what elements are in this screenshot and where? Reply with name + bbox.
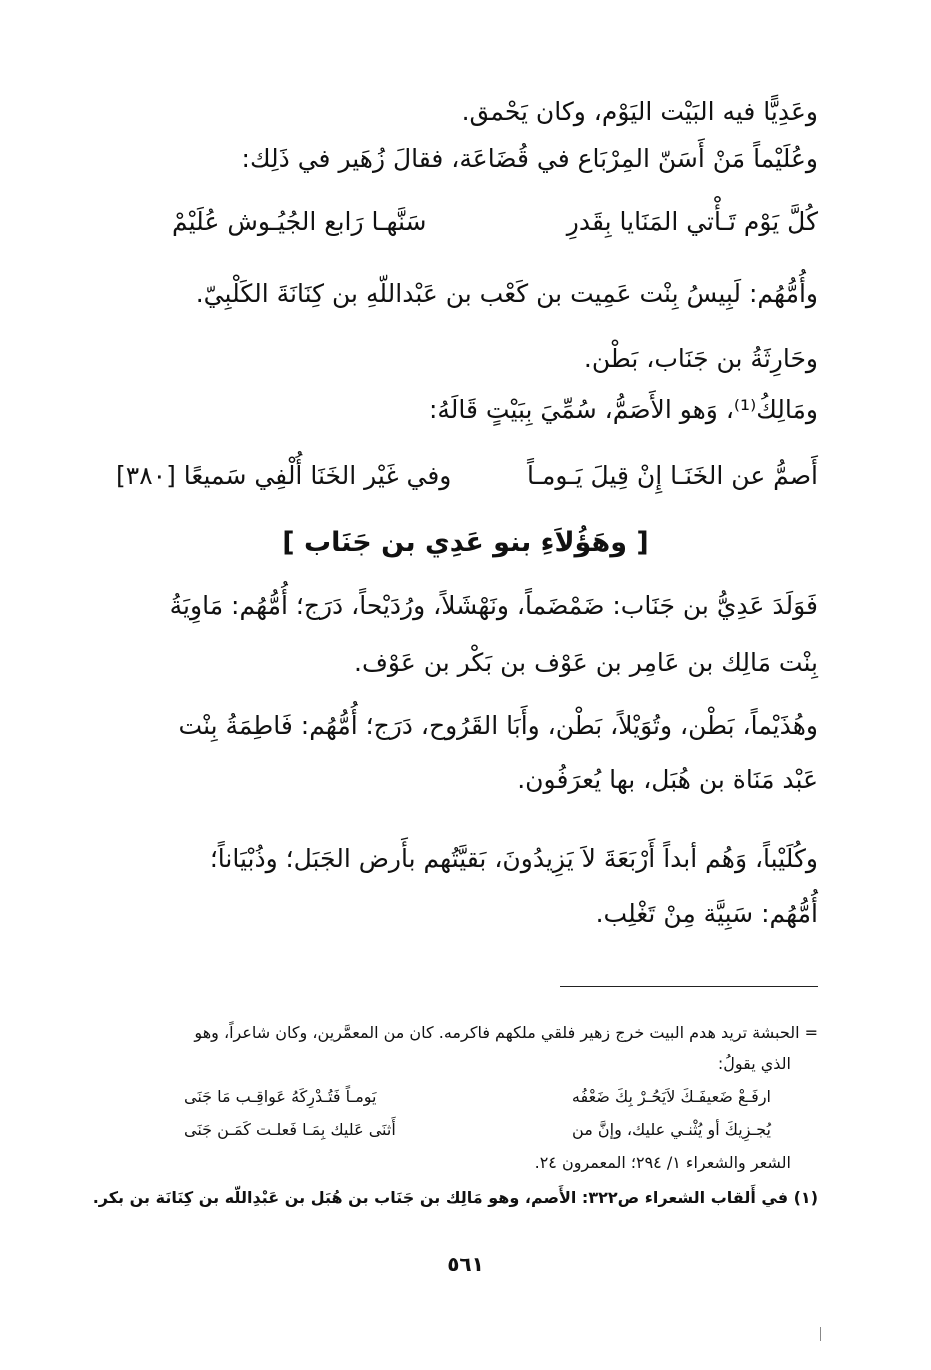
footnote-line: الذي يقولُ: [717,1054,791,1073]
footnote-line: = الحبشة تريد هدم البيت خرج زهير فلقي ملكهم فاكرمه. كان من المعمَّرين، وكان شاعراً، وهو [194,1023,818,1042]
section-heading: [ وهَؤُلاَءِ بنو عَدِي بن جَنَاب ] [282,527,649,558]
footnote-line: (١) في أَلقاب الشعراء ص٣٢٢: الأَصم، وهو مَالِك بن جَنَاب بن هُبَل بن عَبْدِاللّه بن كِنَانَة بن بكر. [92,1188,818,1207]
text-line: وعُلَيْماً مَنْ أَسَنّ المِرْبَاع في قُضَاعَة، فقالَ زُهَير في ذَلِك: [241,144,818,173]
footnote-verse: ارفَـعْ ضَعيفَـكَ لاَيَحُـرْ بِكَ ضَعْفُه [571,1087,771,1106]
footnote-verse: يَومـاً فَتُـدْرِكَهُ عَواقِـب مَا جَنَى [184,1087,377,1106]
verse-hemistich: كُلَّ يَوْم تَـأْتي المَنَايا بِقَدرِ [566,207,818,236]
paragraph-line: وكُلَيْباً، وَهُم أبداً أَرْبَعَةَ لاَ يَزِيدُونَ، بَقيَّتُهم بأَرض الجَبَل؛ وذُبْيَاناً؛ [209,844,818,873]
footnote-verse: أَثنَى عَليك بِمَـا فَعلـت كَمَـن جَنَى [184,1120,396,1139]
page-number: ٥٦١ [447,1252,484,1276]
paragraph-line: وهُذَيْماً، بَطْن، وتُوَيْلاً، بَطْن، وأَبَا القَرُوح، دَرَج؛ أُمُّهُم: فَاطِمَةُ بِنْت [178,711,818,740]
text-line: ومَالِكُ⁽¹⁾، وَهو الأَصَمُّ، سُمِّيَ بِبَيْتٍ قَالَهُ: [428,395,818,424]
paragraph-line: فَوَلَدَ عَدِيُّ بن جَنَاب: ضَمْضَماً، ونَهْشَلاً، ورُدَيْحاً، دَرَج؛ أُمُّهُم: مَاوِيَةُ [169,591,818,620]
verse-hemistich: أَصمُّ عن الخَنَـا إِنْ قِيلَ يَـومـاً [527,461,818,490]
scan-mark [820,1327,821,1341]
footnote-separator [560,986,818,987]
text-line: وحَارِثَةُ بن جَنَاب، بَطْن. [583,344,818,373]
text-line: وأُمُّهُم: لَبِيسُ بِنْت عَمِيت بن كَعْب بن عَبْداللّهِ بن كِنَانَةَ الكَلْبِيّ. [195,279,818,308]
verse-hemistich: وفي غَيْر الخَنَا أُلْفِي سَميعًا [٣٨٠] [116,461,452,490]
paragraph-line: بِنْت مَالِك بن عَامِر بن عَوْف بن بَكْر بن عَوْف. [354,648,818,677]
footnote-line: الشعر والشعراء ١/ ٢٩٤؛ المعمرون ٢٤. [534,1153,791,1172]
verse-hemistich: سَنَّهـا رَابع الجُيُـوش عُلَيْمْ [172,207,427,236]
text-line: وعَدِيًّا فيه البَيْت اليَوْم، وكان يَحْمق. [461,97,818,126]
paragraph-line: أُمُّهُم: سَبِيَّة مِنْ تَغْلِب. [595,899,818,928]
paragraph-line: عَبْد مَنَاة بن هُبَل، بها يُعرَفُون. [517,765,818,794]
footnote-verse: يُجـزِيكَ أو يُثْنـي عليك، وإنَّ من [572,1120,771,1139]
